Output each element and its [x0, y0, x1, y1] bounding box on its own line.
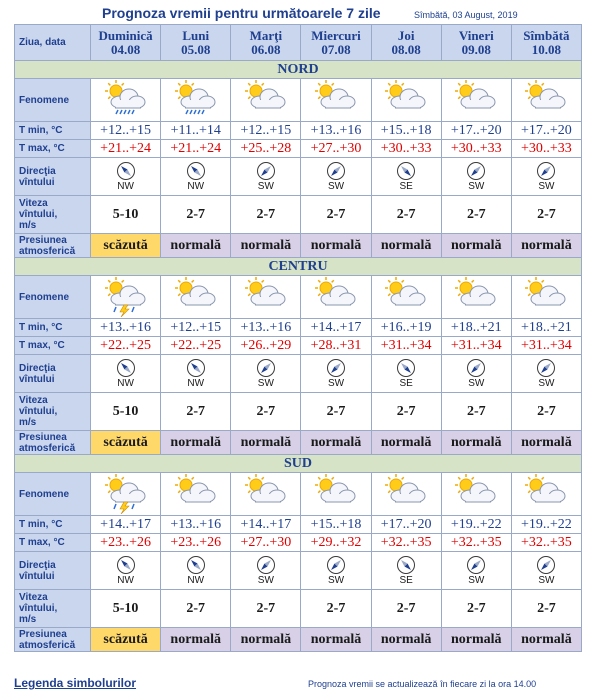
wind-speed-value: 2-7	[441, 196, 511, 234]
weather-cell	[301, 79, 371, 122]
wind-direction-cell	[231, 552, 301, 590]
tmax-row	[15, 337, 582, 355]
tmin-value: +12..+15	[231, 122, 301, 140]
pressure-value: normală	[231, 234, 301, 258]
current-date: Sîmbătă, 03 August, 2019	[414, 10, 518, 20]
day-name: Luni	[182, 27, 210, 43]
day-name: Sîmbătă	[523, 27, 570, 43]
tmax-value: +32..+35	[511, 534, 581, 552]
tmax-value: +27..+30	[231, 534, 301, 552]
tmax-value: +28..+31	[301, 337, 371, 355]
wind-direction-cell	[301, 552, 371, 590]
weather-cell	[161, 79, 231, 122]
tmin-value: +14..+17	[301, 319, 371, 337]
pressure-value: normală	[301, 234, 371, 258]
wind-direction-cell	[301, 355, 371, 393]
header-label: Ziua, data	[15, 25, 91, 61]
label-line: m/s	[19, 220, 37, 231]
pressure-value: normală	[161, 431, 231, 455]
wind-speed-value: 2-7	[511, 590, 581, 628]
wind-speed-value: 2-7	[441, 393, 511, 431]
sun-cloud-rain-icon	[172, 80, 220, 120]
day-date: 06.08	[251, 41, 281, 57]
label-line: vîntului	[19, 373, 55, 385]
tmax-value: +32..+35	[441, 534, 511, 552]
pressure-value: scăzută	[91, 628, 161, 652]
tmin-value: +17..+20	[441, 122, 511, 140]
pressure-label	[15, 234, 91, 258]
pressure-value: normală	[511, 431, 581, 455]
label-line: vîntului,	[19, 406, 58, 417]
pressure-value: scăzută	[91, 234, 161, 258]
day-name: Miercuri	[311, 27, 361, 43]
tmin-value: +12..+15	[91, 122, 161, 140]
sun-cloud-icon	[242, 277, 290, 317]
sun-cloud-icon	[382, 80, 430, 120]
wind-direction-cell	[91, 552, 161, 590]
region-name: SUD	[15, 455, 582, 473]
wind-speed-value: 5-10	[91, 590, 161, 628]
sun-cloud-icon	[452, 277, 500, 317]
phenomena-label: Fenomene	[15, 79, 91, 122]
wind-direction-value: SW	[538, 575, 555, 586]
wind-direction-value: NW	[187, 378, 205, 389]
day-name: Marţi	[249, 27, 283, 43]
wind-direction-value: SW	[257, 181, 274, 192]
wind-direction-icon	[396, 555, 416, 575]
wind-direction-cell	[371, 158, 441, 196]
header-row	[15, 25, 582, 61]
wind-direction-icon	[256, 358, 276, 378]
pressure-value: normală	[301, 431, 371, 455]
wind-direction-icon	[326, 358, 346, 378]
wind-direction-cell	[231, 158, 301, 196]
weather-cell	[91, 473, 161, 516]
sun-cloud-icon	[312, 80, 360, 120]
tmax-value: +22..+25	[91, 337, 161, 355]
tmax-value: +32..+35	[371, 534, 441, 552]
region-name: NORD	[15, 61, 582, 79]
wind-direction-value: SW	[257, 575, 274, 586]
day-name: Duminică	[98, 27, 153, 43]
weather-cell	[371, 276, 441, 319]
weather-cell	[231, 276, 301, 319]
wind-direction-icon	[536, 161, 556, 181]
label-line: m/s	[19, 417, 37, 428]
day-name: Joi	[397, 27, 415, 43]
weather-cell	[441, 79, 511, 122]
tmin-row	[15, 122, 582, 140]
sun-cloud-thunder-icon	[102, 277, 150, 317]
day-date: 09.08	[461, 41, 491, 57]
phenomena-row	[15, 79, 582, 122]
tmin-value: +18..+21	[511, 319, 581, 337]
day-header	[371, 25, 441, 61]
pressure-label	[15, 431, 91, 455]
label-line: vîntului,	[19, 603, 58, 614]
tmax-value: +27..+30	[301, 140, 371, 158]
day-date: 08.08	[391, 41, 421, 57]
wind-direction-value: SW	[468, 575, 485, 586]
tmin-row	[15, 516, 582, 534]
wind-direction-value: SW	[327, 575, 345, 586]
sun-cloud-icon	[242, 80, 290, 120]
pressure-row	[15, 431, 582, 455]
sun-cloud-icon	[382, 277, 430, 317]
tmax-row	[15, 534, 582, 552]
tmin-value: +15..+18	[371, 122, 441, 140]
wind-direction-value: NW	[187, 575, 205, 586]
pressure-value: normală	[231, 431, 301, 455]
sun-cloud-icon	[452, 474, 500, 514]
pressure-value: normală	[161, 628, 231, 652]
wind-direction-cell	[441, 552, 511, 590]
pressure-value: normală	[441, 234, 511, 258]
wind-direction-icon	[186, 358, 206, 378]
tmin-value: +13..+16	[161, 516, 231, 534]
weather-cell	[511, 473, 581, 516]
tmax-label: T max, °C	[15, 140, 91, 158]
label-line: Viteza	[19, 395, 48, 406]
wind-direction-value: NW	[187, 181, 205, 192]
region-row	[15, 61, 582, 79]
tmax-value: +31..+34	[371, 337, 441, 355]
wind-speed-value: 2-7	[231, 590, 301, 628]
weather-cell	[161, 276, 231, 319]
label-line: Presiunea	[19, 431, 67, 443]
wind-direction-cell	[511, 552, 581, 590]
wind-direction-value: NW	[117, 378, 134, 389]
tmin-value: +11..+14	[161, 122, 231, 140]
wind-speed-label	[15, 196, 91, 234]
wind-speed-value: 2-7	[231, 393, 301, 431]
wind-speed-value: 5-10	[91, 393, 161, 431]
wind-direction-label	[15, 552, 91, 590]
pressure-row	[15, 628, 582, 652]
wind-direction-value: SW	[468, 181, 485, 192]
tmin-value: +18..+21	[441, 319, 511, 337]
wind-direction-label	[15, 355, 91, 393]
label-line: atmosferică	[19, 639, 76, 651]
wind-direction-cell	[91, 158, 161, 196]
wind-direction-icon	[256, 161, 276, 181]
wind-direction-icon	[326, 555, 346, 575]
wind-direction-row	[15, 158, 582, 196]
pressure-row	[15, 234, 582, 258]
sun-cloud-icon	[522, 474, 570, 514]
label-line: Viteza	[19, 592, 48, 603]
wind-direction-cell	[161, 158, 231, 196]
wind-direction-cell	[161, 355, 231, 393]
weather-cell	[371, 473, 441, 516]
tmax-label: T max, °C	[15, 534, 91, 552]
label-line: Direcţia	[19, 362, 56, 374]
wind-speed-label	[15, 590, 91, 628]
wind-direction-value: SW	[327, 181, 345, 192]
day-date: 07.08	[321, 41, 351, 57]
sun-cloud-icon	[242, 474, 290, 514]
tmax-value: +30..+33	[441, 140, 511, 158]
pressure-value: normală	[511, 628, 581, 652]
pressure-value: normală	[511, 234, 581, 258]
weather-cell	[231, 473, 301, 516]
tmin-value: +19..+22	[441, 516, 511, 534]
wind-speed-value: 2-7	[301, 590, 371, 628]
pressure-value: normală	[441, 431, 511, 455]
day-header	[511, 25, 581, 61]
wind-speed-label	[15, 393, 91, 431]
pressure-value: normală	[231, 628, 301, 652]
region-name: CENTRU	[15, 258, 582, 276]
wind-direction-label	[15, 158, 91, 196]
tmin-value: +14..+17	[231, 516, 301, 534]
wind-speed-value: 2-7	[511, 196, 581, 234]
pressure-value: normală	[371, 628, 441, 652]
pressure-value: normală	[371, 234, 441, 258]
tmax-label: T max, °C	[15, 337, 91, 355]
weather-cell	[91, 79, 161, 122]
tmin-value: +19..+22	[511, 516, 581, 534]
tmax-value: +29..+32	[301, 534, 371, 552]
wind-direction-cell	[301, 158, 371, 196]
wind-direction-cell	[511, 355, 581, 393]
wind-direction-value: SW	[468, 378, 485, 389]
phenomena-label: Fenomene	[15, 276, 91, 319]
wind-direction-cell	[511, 158, 581, 196]
weather-cell	[161, 473, 231, 516]
tmin-row	[15, 319, 582, 337]
wind-speed-value: 2-7	[231, 196, 301, 234]
wind-direction-icon	[536, 358, 556, 378]
page-title: Prognoza vremii pentru următoarele 7 zile	[102, 5, 381, 21]
tmin-label: T min, °C	[15, 122, 91, 140]
label-line: vîntului,	[19, 209, 58, 220]
sun-cloud-icon	[172, 474, 220, 514]
day-header	[441, 25, 511, 61]
wind-direction-row	[15, 355, 582, 393]
tmin-label: T min, °C	[15, 319, 91, 337]
day-header	[91, 25, 161, 61]
wind-direction-icon	[466, 358, 486, 378]
tmax-value: +23..+26	[91, 534, 161, 552]
sun-cloud-rain-icon	[102, 80, 150, 120]
tmin-value: +14..+17	[91, 516, 161, 534]
day-date: 04.08	[110, 41, 141, 57]
tmax-value: +22..+25	[161, 337, 231, 355]
label-line: Viteza	[19, 198, 48, 209]
wind-direction-value: SW	[257, 378, 274, 389]
tmin-value: +13..+16	[231, 319, 301, 337]
wind-speed-value: 2-7	[301, 196, 371, 234]
pressure-value: normală	[371, 431, 441, 455]
wind-direction-value: NW	[117, 181, 134, 192]
phenomena-label: Fenomene	[15, 473, 91, 516]
wind-direction-cell	[371, 355, 441, 393]
tmax-value: +21..+24	[91, 140, 161, 158]
label-line: atmosferică	[19, 442, 76, 454]
wind-direction-cell	[441, 355, 511, 393]
wind-speed-value: 2-7	[511, 393, 581, 431]
weather-cell	[441, 276, 511, 319]
sun-cloud-icon	[172, 277, 220, 317]
wind-direction-icon	[466, 555, 486, 575]
wind-direction-icon	[116, 358, 136, 378]
wind-direction-value: SE	[399, 378, 413, 389]
tmax-row	[15, 140, 582, 158]
wind-speed-row	[15, 196, 582, 234]
wind-direction-icon	[116, 161, 136, 181]
pressure-label	[15, 628, 91, 652]
tmin-value: +13..+16	[301, 122, 371, 140]
forecast-table	[14, 24, 582, 652]
wind-speed-value: 2-7	[161, 590, 231, 628]
legend-link[interactable]: Legenda simbolurilor	[14, 676, 137, 690]
weather-cell	[301, 276, 371, 319]
wind-direction-icon	[186, 555, 206, 575]
pressure-value: normală	[301, 628, 371, 652]
day-header	[231, 25, 301, 61]
tmin-value: +16..+19	[371, 319, 441, 337]
label-line: Presiunea	[19, 628, 67, 640]
tmax-value: +21..+24	[161, 140, 231, 158]
tmax-value: +31..+34	[441, 337, 511, 355]
day-header	[161, 25, 231, 61]
tmin-value: +15..+18	[301, 516, 371, 534]
region-row	[15, 258, 582, 276]
wind-direction-cell	[371, 552, 441, 590]
weather-cell	[301, 473, 371, 516]
tmax-value: +30..+33	[371, 140, 441, 158]
sun-cloud-icon	[522, 277, 570, 317]
label-line: Direcţia	[19, 165, 56, 177]
phenomena-row	[15, 473, 582, 516]
wind-direction-cell	[91, 355, 161, 393]
label-line: vîntului	[19, 176, 55, 188]
tmax-value: +31..+34	[511, 337, 581, 355]
wind-direction-icon	[326, 161, 346, 181]
pressure-value: scăzută	[91, 431, 161, 455]
tmin-value: +17..+20	[371, 516, 441, 534]
pressure-value: normală	[161, 234, 231, 258]
sun-cloud-icon	[312, 277, 360, 317]
wind-direction-cell	[441, 158, 511, 196]
wind-speed-value: 2-7	[371, 393, 441, 431]
day-name: Vineri	[458, 27, 494, 43]
weather-cell	[91, 276, 161, 319]
wind-direction-icon	[396, 161, 416, 181]
wind-speed-value: 2-7	[301, 393, 371, 431]
wind-speed-value: 2-7	[441, 590, 511, 628]
weather-cell	[231, 79, 301, 122]
sun-cloud-thunder-icon	[102, 474, 150, 514]
wind-speed-value: 2-7	[161, 393, 231, 431]
tmin-value: +17..+20	[511, 122, 581, 140]
phenomena-row	[15, 276, 582, 319]
sun-cloud-icon	[452, 80, 500, 120]
wind-speed-row	[15, 393, 582, 431]
wind-speed-value: 5-10	[91, 196, 161, 234]
day-date: 05.08	[181, 41, 211, 57]
wind-direction-icon	[116, 555, 136, 575]
sun-cloud-icon	[312, 474, 360, 514]
day-date: 10.08	[531, 41, 562, 57]
label-line: m/s	[19, 614, 37, 625]
wind-speed-value: 2-7	[371, 590, 441, 628]
wind-direction-value: SE	[399, 181, 413, 192]
tmin-value: +13..+16	[91, 319, 161, 337]
weather-cell	[441, 473, 511, 516]
wind-direction-icon	[536, 555, 556, 575]
region-row	[15, 455, 582, 473]
tmax-value: +30..+33	[511, 140, 581, 158]
wind-direction-icon	[396, 358, 416, 378]
label-line: Direcţia	[19, 559, 56, 571]
weather-cell	[371, 79, 441, 122]
wind-speed-value: 2-7	[161, 196, 231, 234]
day-header	[301, 25, 371, 61]
weather-cell	[511, 79, 581, 122]
wind-direction-value: SW	[538, 181, 555, 192]
wind-direction-icon	[256, 555, 276, 575]
wind-speed-value: 2-7	[371, 196, 441, 234]
tmax-value: +25..+28	[231, 140, 301, 158]
tmax-value: +26..+29	[231, 337, 301, 355]
wind-direction-cell	[161, 552, 231, 590]
label-line: vîntului	[19, 570, 55, 582]
update-footnote: Prognoza vremii se actualizează în fiecare zi la ora 14.00	[308, 679, 537, 689]
wind-direction-cell	[231, 355, 301, 393]
wind-direction-icon	[466, 161, 486, 181]
sun-cloud-icon	[382, 474, 430, 514]
wind-direction-value: SW	[538, 378, 555, 389]
tmax-value: +23..+26	[161, 534, 231, 552]
wind-direction-value: SW	[327, 378, 345, 389]
wind-direction-value: SE	[399, 575, 413, 586]
wind-direction-value: NW	[117, 575, 134, 586]
tmin-value: +12..+15	[161, 319, 231, 337]
wind-direction-icon	[186, 161, 206, 181]
wind-speed-row	[15, 590, 582, 628]
label-line: Presiunea	[19, 234, 67, 246]
wind-direction-row	[15, 552, 582, 590]
pressure-value: normală	[441, 628, 511, 652]
tmin-label: T min, °C	[15, 516, 91, 534]
weather-cell	[511, 276, 581, 319]
label-line: atmosferică	[19, 245, 76, 257]
sun-cloud-icon	[522, 80, 570, 120]
